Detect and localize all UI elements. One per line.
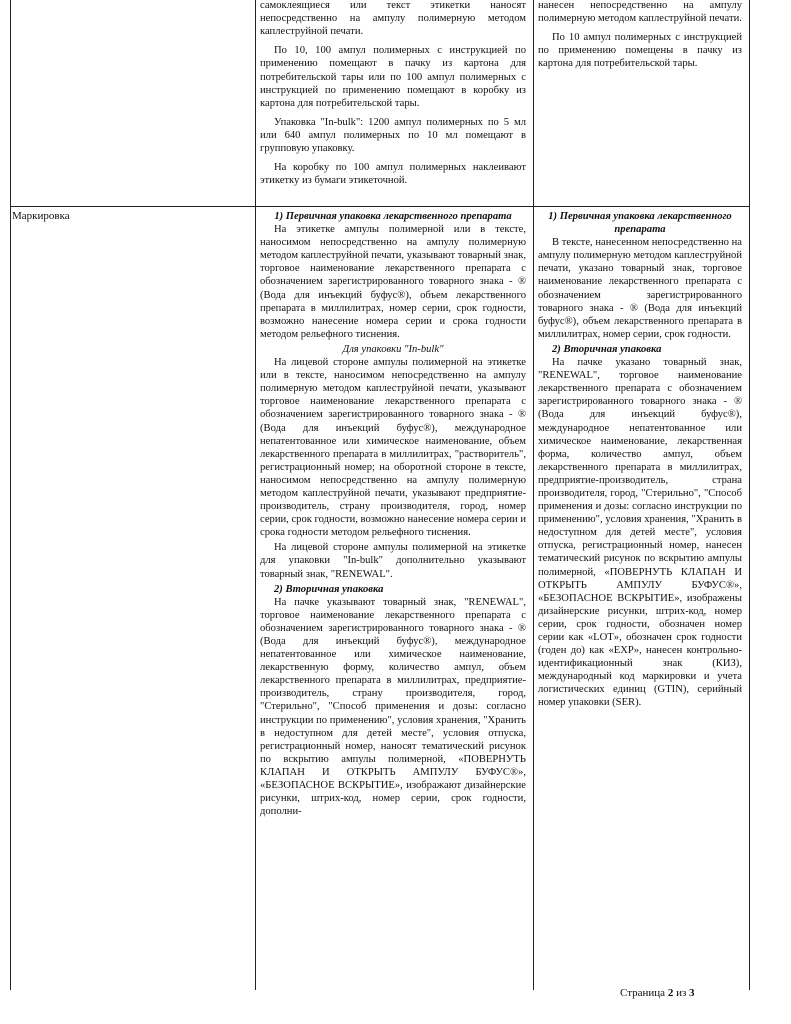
top-left-cell xyxy=(260,0,526,187)
right-primary-text: В тексте, нанесенном непосредственно на ампулу полимерную методом каплеструйной печати, указано товарный знак, торговое наименование лекарственного препарата с обозначением зарегистрированного товарного знака - ® (Вода для инъекций буфус®), объем лекарственного препарата в миллилитрах, номер серии, срок годности. xyxy=(538,237,742,340)
top-right-para-2: По 10 ампул полимерных с инструкцией по применению помещены в пачку из картона для потребительской тары. xyxy=(538,32,742,70)
top-left-para-3: Упаковка "In-bulk": 1200 ампул полимерных по 5 мл или 640 ампул полимерных по 10 мл помещают в групповую упаковку. xyxy=(260,116,526,155)
top-right-cell xyxy=(538,0,742,71)
page-number-sep: из xyxy=(676,987,687,999)
right-heading-secondary: 2) Вторичная упаковка xyxy=(552,343,662,355)
left-inbulk-text: На лицевой стороне ампулы полимерной на этикетке или в тексте, наносимом непосредственно на ампулу полимерную методом каплеструйной печати, указывают торговое наименование лекарственного препарата с обозначением зарегистрированного товарного знака - ® (Вода для инъекций буфус®), международное непатентованное или химическое наименование, объем лекарственного препарата в миллилитрах, "растворитель", регистрационный номер; на оборотной стороне в тексте, наносимом непосредственно на ампулу полимерную методом каплеструйной печати, указывают предприятие-производитель, страну производителя, город, номер серии, срок годности, возможно нанесение номера серии и срока годности методом рельефного тиснения. xyxy=(260,357,527,539)
page-number xyxy=(620,987,695,999)
page-number-total: 3 xyxy=(689,987,695,999)
left-secondary-text: На пачке указывают товарный знак, "RENEWAL", торговое наименование лекарственного препарата с обозначением зарегистрированного товарного знака - ® (Вода для инъекций буфус®), международное непатентованное или химическое наименование, лекарственную форму, количество ампул, объем лекарственного препарата в миллилитрах, предприятие-производитель, страну производителя, город, "Стерильно", "Способ применения и дозы: согласно инструкции по применению", условия хранения, "Хранить в недоступном для детей месте", условия отпуска, регистрационный номер, наносят тематический рисунок по вскрытию ампулы полимерной, «ПОВЕРНУТЬ КЛАПАН И ОТКРЫТЬ АМПУЛУ БУФУС®», «БЕЗОПАСНОЕ ВСКРЫТИЕ», изображают дизайнерские рисунки, штрих-код, номер серии, срок годности, дополни- xyxy=(260,596,526,818)
table-border-left xyxy=(10,0,11,990)
left-primary-text: На этикетке ампулы полимерной или в тексте, наносимом непосредственно на ампулу полимерную методом каплеструйной печати, указывают товарный знак, торговое наименование лекарственного препарата с обозначением зарегистрированного товарного знака - ® (Вода для инъекций буфус®), объем лекарственного препарата в миллилитрах, номер серии, срок годности, возможно нанесение номера серии и срока годности методом рельефного тиснения. xyxy=(260,224,526,340)
left-heading-primary: 1) Первичная упаковка лекарственного препарата xyxy=(274,211,512,222)
right-secondary-text: На пачке указано товарный знак, "RENEWAL", торговое наименование лекарственного препарата с обозначением зарегистрированного товарного знака - ® (Вода для инъекций буфус®), международное непатентованное или химическое наименование, лекарственная форма, количество ампул, объем лекарственного препарата в миллилитрах, предприятие-производитель, страна производителя, город, "Стерильно", "Способ применения и дозы: согласно инструкции по применению", условия хранения, "Хранить в недоступном для детей месте", условия отпуска, регистрационный номер, нанесен тематический рисунок по вскрытию ампулы полимерной, «ПОВЕРНУТЬ КЛАПАН И ОТКРЫТЬ АМПУЛУ БУФУС®», «БЕЗОПАСНОЕ ВСКРЫТИЕ», изображены дизайнерские рисунки, штрих-код, номер серии, срок годности, обозначен номер серии как «LOT», обозначен срок годности (годен до) как «EXP», нанесен контрольно-идентификационный знак (КИЗ), международный код маркировки и учета логистических единиц (GTIN), серийный номер упаковки (SER). xyxy=(538,357,742,709)
table-row-divider xyxy=(10,206,750,207)
top-left-para-4: На коробку по 100 ампул полимерных наклеивают этикетку из бумаги этикеточной. xyxy=(260,162,526,187)
left-inbulk-extra: На лицевой стороне ампулы полимерной на этикетке для упаковки "In-bulk" дополнительно указывают товарный знак, "RENEWAL". xyxy=(260,542,526,580)
table-border-mid-right xyxy=(533,0,534,990)
top-left-para-2: По 10, 100 ампул полимерных с инструкцией по применению помещают в пачку из картона для потребительской тары или по 100 ампул полимерных с инструкцией по применению помещают в коробку из картона для потребительской тары. xyxy=(260,45,526,109)
left-heading-secondary: 2) Вторичная упаковка xyxy=(274,583,384,595)
left-subheading-inbulk: Для упаковки "In-bulk" xyxy=(342,343,444,355)
right-heading-primary: 1) Первичная упаковка лекарственного препарата xyxy=(548,211,732,236)
top-right-para-1: нанесен непосредственно на ампулу полимерную методом каплеструйной печати. xyxy=(538,0,742,25)
top-left-para-1: самоклеящиеся или текст этикетки наносят непосредственно на ампулу полимерную методом каплеструйной печати. xyxy=(260,0,526,38)
page-number-prefix: Страница xyxy=(620,987,666,999)
table-border-mid-left xyxy=(255,0,256,990)
marking-left-cell xyxy=(260,210,526,818)
table-border-right xyxy=(749,0,750,990)
marking-right-cell xyxy=(538,210,742,710)
page-number-current: 2 xyxy=(667,987,674,999)
row-label-marking: Маркировка xyxy=(12,210,70,222)
